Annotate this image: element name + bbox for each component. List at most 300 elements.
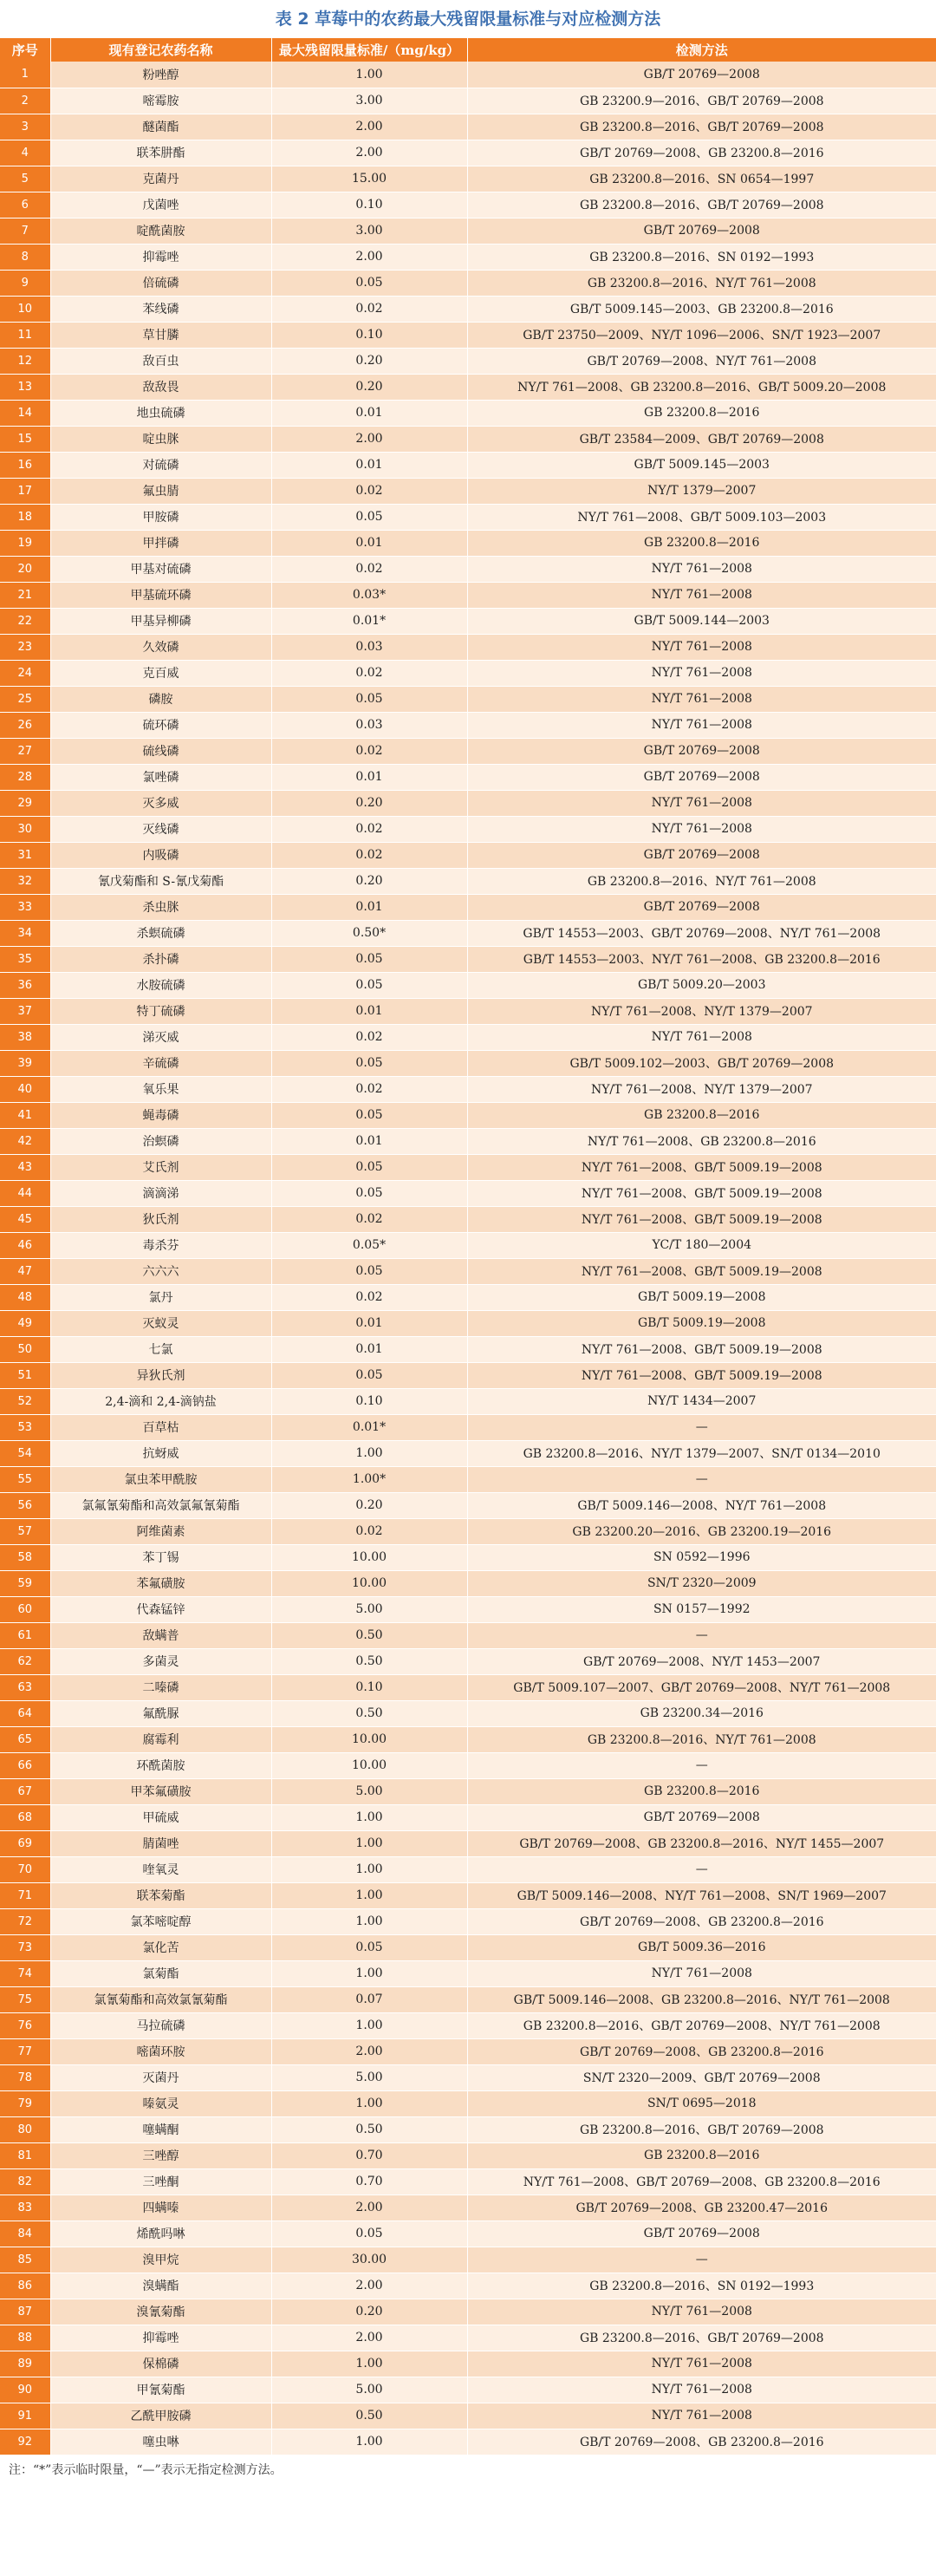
- cell-serial-number: 46: [0, 1232, 50, 1258]
- cell-serial-number: 49: [0, 1310, 50, 1336]
- cell-max-residue-limit: 0.05: [271, 1258, 467, 1284]
- cell-serial-number: 4: [0, 140, 50, 166]
- table-row: [0, 452, 936, 478]
- cell-detection-method: NY/T 761—2008、NY/T 1379—2007: [467, 998, 936, 1024]
- cell-detection-method: NY/T 761—2008: [467, 660, 936, 686]
- cell-serial-number: 81: [0, 2142, 50, 2168]
- cell-max-residue-limit: 0.02: [271, 1518, 467, 1544]
- cell-serial-number: 68: [0, 1804, 50, 1830]
- table-row: [0, 530, 936, 556]
- cell-serial-number: 63: [0, 1674, 50, 1700]
- cell-max-residue-limit: 1.00: [271, 1804, 467, 1830]
- cell-pesticide-name: 狄氏剂: [50, 1206, 271, 1232]
- cell-max-residue-limit: 0.05: [271, 1934, 467, 1960]
- table-header-row: [0, 38, 936, 62]
- table-row: [0, 738, 936, 764]
- cell-serial-number: 90: [0, 2377, 50, 2403]
- cell-serial-number: 5: [0, 166, 50, 192]
- cell-detection-method: NY/T 761—2008: [467, 712, 936, 738]
- cell-pesticide-name: 七氯: [50, 1336, 271, 1362]
- cell-detection-method: NY/T 761—2008: [467, 2351, 936, 2377]
- cell-detection-method: GB 23200.9—2016、GB/T 20769—2008: [467, 88, 936, 114]
- cell-detection-method: GB 23200.34—2016: [467, 1700, 936, 1726]
- cell-max-residue-limit: 0.50*: [271, 920, 467, 946]
- table-row: [0, 2116, 936, 2142]
- cell-pesticide-name: 硫环磷: [50, 712, 271, 738]
- table-row: [0, 2090, 936, 2116]
- cell-detection-method: GB/T 20769—2008: [467, 764, 936, 790]
- cell-max-residue-limit: 0.05: [271, 1102, 467, 1128]
- cell-pesticide-name: 甲基硫环磷: [50, 582, 271, 608]
- table-row: [0, 1492, 936, 1518]
- cell-max-residue-limit: 0.10: [271, 192, 467, 218]
- cell-serial-number: 30: [0, 816, 50, 842]
- cell-detection-method: NY/T 761—2008: [467, 686, 936, 712]
- cell-detection-method: GB 23200.8—2016、GB/T 20769—2008: [467, 2325, 936, 2351]
- cell-serial-number: 57: [0, 1518, 50, 1544]
- cell-max-residue-limit: 0.50: [271, 1648, 467, 1674]
- cell-serial-number: 43: [0, 1154, 50, 1180]
- cell-detection-method: —: [467, 1856, 936, 1882]
- cell-max-residue-limit: 1.00: [271, 2351, 467, 2377]
- cell-max-residue-limit: 5.00: [271, 1596, 467, 1622]
- table-title: 表 2 草莓中的农药最大残留限量标准与对应检测方法: [275, 10, 661, 29]
- table-row: [0, 946, 936, 972]
- cell-detection-method: NY/T 761—2008、GB 23200.8—2016、GB/T 5009.20—2008: [467, 374, 936, 400]
- cell-serial-number: 77: [0, 2038, 50, 2064]
- cell-max-residue-limit: 0.05: [271, 2221, 467, 2247]
- cell-detection-method: SN/T 2320—2009: [467, 1570, 936, 1596]
- cell-pesticide-name: 艾氏剂: [50, 1154, 271, 1180]
- cell-serial-number: 19: [0, 530, 50, 556]
- cell-detection-method: GB/T 20769—2008、GB 23200.8—2016: [467, 1908, 936, 1934]
- cell-pesticide-name: 腈菌唑: [50, 1830, 271, 1856]
- cell-detection-method: GB/T 20769—2008: [467, 218, 936, 244]
- cell-pesticide-name: 啶酰菌胺: [50, 218, 271, 244]
- table-row: [0, 1804, 936, 1830]
- cell-serial-number: 10: [0, 296, 50, 322]
- cell-detection-method: GB/T 5009.19—2008: [467, 1310, 936, 1336]
- cell-detection-method: NY/T 761—2008: [467, 1024, 936, 1050]
- cell-detection-method: GB/T 5009.19—2008: [467, 1284, 936, 1310]
- cell-detection-method: GB/T 5009.146—2008、GB 23200.8—2016、NY/T 761—2008: [467, 1986, 936, 2012]
- cell-max-residue-limit: 0.05: [271, 686, 467, 712]
- cell-pesticide-name: 氯氟氰菊酯和高效氯氟氰菊酯: [50, 1492, 271, 1518]
- cell-detection-method: GB/T 5009.146—2008、NY/T 761—2008、SN/T 1969—2007: [467, 1882, 936, 1908]
- cell-max-residue-limit: 1.00: [271, 2090, 467, 2116]
- cell-pesticide-name: 四螨嗪: [50, 2194, 271, 2221]
- table-row: [0, 2429, 936, 2455]
- table-row: [0, 218, 936, 244]
- cell-pesticide-name: 内吸磷: [50, 842, 271, 868]
- cell-serial-number: 21: [0, 582, 50, 608]
- cell-serial-number: 67: [0, 1778, 50, 1804]
- table-row: [0, 842, 936, 868]
- cell-serial-number: 79: [0, 2090, 50, 2116]
- cell-pesticide-name: 氯苯嘧啶醇: [50, 1908, 271, 1934]
- cell-pesticide-name: 溴氰菊酯: [50, 2299, 271, 2325]
- cell-max-residue-limit: 0.03: [271, 712, 467, 738]
- cell-detection-method: GB/T 5009.20—2003: [467, 972, 936, 998]
- table-row: [0, 1856, 936, 1882]
- cell-max-residue-limit: 0.02: [271, 556, 467, 582]
- cell-max-residue-limit: 0.20: [271, 790, 467, 816]
- cell-serial-number: 45: [0, 1206, 50, 1232]
- cell-pesticide-name: 甲胺磷: [50, 504, 271, 530]
- cell-pesticide-name: 嗪氨灵: [50, 2090, 271, 2116]
- cell-max-residue-limit: 5.00: [271, 2064, 467, 2090]
- table-row: [0, 1388, 936, 1414]
- table-row: [0, 1362, 936, 1388]
- cell-max-residue-limit: 0.02: [271, 816, 467, 842]
- cell-serial-number: 1: [0, 62, 50, 88]
- cell-max-residue-limit: 0.20: [271, 868, 467, 894]
- cell-serial-number: 3: [0, 114, 50, 140]
- table-row: [0, 2247, 936, 2273]
- cell-pesticide-name: 噻螨酮: [50, 2116, 271, 2142]
- cell-serial-number: 31: [0, 842, 50, 868]
- cell-detection-method: NY/T 761—2008: [467, 2377, 936, 2403]
- table-row: [0, 2273, 936, 2299]
- cell-max-residue-limit: 0.20: [271, 2299, 467, 2325]
- cell-pesticide-name: 克菌丹: [50, 166, 271, 192]
- cell-detection-method: GB/T 20769—2008: [467, 1804, 936, 1830]
- cell-max-residue-limit: 0.10: [271, 1674, 467, 1700]
- cell-pesticide-name: 氟酰脲: [50, 1700, 271, 1726]
- cell-detection-method: GB/T 5009.102—2003、GB/T 20769—2008: [467, 1050, 936, 1076]
- cell-serial-number: 55: [0, 1466, 50, 1492]
- table-footnote: 注：“*”表示临时限量，“—”表示无指定检测方法。: [9, 2462, 283, 2477]
- table-row: [0, 1570, 936, 1596]
- table-row: [0, 1778, 936, 1804]
- table-row: [0, 1830, 936, 1856]
- cell-detection-method: GB 23200.8—2016、GB/T 20769—2008: [467, 2116, 936, 2142]
- table-row: [0, 192, 936, 218]
- cell-max-residue-limit: 0.50: [271, 2403, 467, 2429]
- table-row: [0, 2221, 936, 2247]
- cell-pesticide-name: 联苯肼酯: [50, 140, 271, 166]
- table-row: [0, 1050, 936, 1076]
- header-max-residue-limit: 最大残留限量标准/（mg/kg）: [271, 38, 467, 62]
- cell-detection-method: GB/T 5009.145—2003、GB 23200.8—2016: [467, 296, 936, 322]
- cell-pesticide-name: 六六六: [50, 1258, 271, 1284]
- table-row: [0, 1284, 936, 1310]
- cell-serial-number: 87: [0, 2299, 50, 2325]
- cell-pesticide-name: 甲氰菊酯: [50, 2377, 271, 2403]
- cell-pesticide-name: 百草枯: [50, 1414, 271, 1440]
- cell-serial-number: 59: [0, 1570, 50, 1596]
- cell-max-residue-limit: 30.00: [271, 2247, 467, 2273]
- cell-max-residue-limit: 0.01: [271, 1336, 467, 1362]
- cell-max-residue-limit: 0.01: [271, 764, 467, 790]
- table-row: [0, 660, 936, 686]
- cell-detection-method: GB/T 23750—2009、NY/T 1096—2006、SN/T 1923—2007: [467, 322, 936, 348]
- table-row: [0, 348, 936, 374]
- cell-max-residue-limit: 0.01: [271, 998, 467, 1024]
- cell-detection-method: NY/T 761—2008、GB 23200.8—2016: [467, 1128, 936, 1154]
- cell-serial-number: 39: [0, 1050, 50, 1076]
- cell-pesticide-name: 敌螨普: [50, 1622, 271, 1648]
- cell-pesticide-name: 烯酰吗啉: [50, 2221, 271, 2247]
- cell-pesticide-name: 滴滴涕: [50, 1180, 271, 1206]
- cell-pesticide-name: 环酰菌胺: [50, 1752, 271, 1778]
- table-row: [0, 400, 936, 426]
- cell-serial-number: 91: [0, 2403, 50, 2429]
- cell-pesticide-name: 灭蚁灵: [50, 1310, 271, 1336]
- cell-detection-method: GB 23200.8—2016: [467, 530, 936, 556]
- cell-detection-method: GB 23200.8—2016、GB/T 20769—2008: [467, 192, 936, 218]
- cell-max-residue-limit: 10.00: [271, 1544, 467, 1570]
- cell-serial-number: 85: [0, 2247, 50, 2273]
- cell-max-residue-limit: 5.00: [271, 1778, 467, 1804]
- cell-max-residue-limit: 0.01*: [271, 608, 467, 634]
- cell-max-residue-limit: 0.03*: [271, 582, 467, 608]
- cell-max-residue-limit: 15.00: [271, 166, 467, 192]
- table-row: [0, 2168, 936, 2194]
- cell-serial-number: 65: [0, 1726, 50, 1752]
- cell-pesticide-name: 特丁硫磷: [50, 998, 271, 1024]
- cell-serial-number: 17: [0, 478, 50, 504]
- cell-max-residue-limit: 1.00: [271, 1882, 467, 1908]
- cell-pesticide-name: 磷胺: [50, 686, 271, 712]
- table-row: [0, 166, 936, 192]
- table-row: [0, 1440, 936, 1466]
- cell-max-residue-limit: 0.01: [271, 1128, 467, 1154]
- cell-serial-number: 14: [0, 400, 50, 426]
- cell-max-residue-limit: 0.07: [271, 1986, 467, 2012]
- cell-pesticide-name: 灭多威: [50, 790, 271, 816]
- cell-detection-method: GB/T 20769—2008、GB 23200.8—2016: [467, 2038, 936, 2064]
- cell-pesticide-name: 克百威: [50, 660, 271, 686]
- cell-pesticide-name: 涕灭威: [50, 1024, 271, 1050]
- table-row: [0, 2351, 936, 2377]
- cell-serial-number: 61: [0, 1622, 50, 1648]
- cell-detection-method: —: [467, 1466, 936, 1492]
- table-row: [0, 1336, 936, 1362]
- cell-pesticide-name: 氯丹: [50, 1284, 271, 1310]
- cell-max-residue-limit: 1.00: [271, 1830, 467, 1856]
- cell-max-residue-limit: 0.05: [271, 946, 467, 972]
- cell-serial-number: 12: [0, 348, 50, 374]
- cell-detection-method: —: [467, 1414, 936, 1440]
- cell-detection-method: GB/T 20769—2008、GB 23200.47—2016: [467, 2194, 936, 2221]
- cell-max-residue-limit: 2.00: [271, 2273, 467, 2299]
- cell-serial-number: 47: [0, 1258, 50, 1284]
- cell-pesticide-name: 甲基异柳磷: [50, 608, 271, 634]
- cell-serial-number: 80: [0, 2116, 50, 2142]
- residue-limit-table: [0, 38, 936, 2455]
- cell-pesticide-name: 氯唑磷: [50, 764, 271, 790]
- table-row: [0, 62, 936, 88]
- cell-serial-number: 66: [0, 1752, 50, 1778]
- cell-serial-number: 41: [0, 1102, 50, 1128]
- table-row: [0, 582, 936, 608]
- table-row: [0, 1986, 936, 2012]
- cell-detection-method: NY/T 1434—2007: [467, 1388, 936, 1414]
- cell-detection-method: GB 23200.8—2016: [467, 1778, 936, 1804]
- cell-pesticide-name: 噻虫啉: [50, 2429, 271, 2455]
- cell-pesticide-name: 倍硫磷: [50, 270, 271, 296]
- cell-detection-method: NY/T 761—2008、GB/T 5009.19—2008: [467, 1258, 936, 1284]
- cell-pesticide-name: 溴螨酯: [50, 2273, 271, 2299]
- cell-pesticide-name: 硫线磷: [50, 738, 271, 764]
- cell-pesticide-name: 氯氰菊酯和高效氯氰菊酯: [50, 1986, 271, 2012]
- cell-max-residue-limit: 1.00*: [271, 1466, 467, 1492]
- cell-detection-method: NY/T 761—2008、GB/T 5009.19—2008: [467, 1362, 936, 1388]
- cell-serial-number: 73: [0, 1934, 50, 1960]
- cell-max-residue-limit: 0.01: [271, 452, 467, 478]
- table-row: [0, 1622, 936, 1648]
- table-row: [0, 2064, 936, 2090]
- table-row: [0, 374, 936, 400]
- cell-serial-number: 58: [0, 1544, 50, 1570]
- cell-pesticide-name: 联苯菊酯: [50, 1882, 271, 1908]
- cell-serial-number: 35: [0, 946, 50, 972]
- cell-pesticide-name: 代森锰锌: [50, 1596, 271, 1622]
- table-row: [0, 478, 936, 504]
- cell-pesticide-name: 抑霉唑: [50, 2325, 271, 2351]
- cell-max-residue-limit: 10.00: [271, 1570, 467, 1596]
- cell-pesticide-name: 氧乐果: [50, 1076, 271, 1102]
- cell-max-residue-limit: 0.02: [271, 1076, 467, 1102]
- cell-serial-number: 36: [0, 972, 50, 998]
- cell-serial-number: 23: [0, 634, 50, 660]
- table-row: [0, 140, 936, 166]
- cell-pesticide-name: 甲基对硫磷: [50, 556, 271, 582]
- cell-detection-method: GB 23200.8—2016、SN 0654—1997: [467, 166, 936, 192]
- cell-pesticide-name: 水胺硫磷: [50, 972, 271, 998]
- table-row: [0, 2377, 936, 2403]
- table-row: [0, 2012, 936, 2038]
- cell-pesticide-name: 苯氟磺胺: [50, 1570, 271, 1596]
- table-row: [0, 1206, 936, 1232]
- cell-max-residue-limit: 0.05: [271, 270, 467, 296]
- cell-detection-method: GB 23200.8—2016、NY/T 761—2008: [467, 270, 936, 296]
- cell-serial-number: 56: [0, 1492, 50, 1518]
- cell-detection-method: NY/T 761—2008、NY/T 1379—2007: [467, 1076, 936, 1102]
- cell-max-residue-limit: 0.01: [271, 894, 467, 920]
- cell-pesticide-name: 溴甲烷: [50, 2247, 271, 2273]
- table-row: [0, 1934, 936, 1960]
- table-row: [0, 1752, 936, 1778]
- table-body: [0, 62, 936, 2455]
- cell-pesticide-name: 三唑酮: [50, 2168, 271, 2194]
- table-row: [0, 556, 936, 582]
- cell-max-residue-limit: 0.01: [271, 1310, 467, 1336]
- cell-pesticide-name: 甲硫威: [50, 1804, 271, 1830]
- cell-serial-number: 64: [0, 1700, 50, 1726]
- cell-max-residue-limit: 0.10: [271, 1388, 467, 1414]
- cell-detection-method: NY/T 1379—2007: [467, 478, 936, 504]
- cell-max-residue-limit: 1.00: [271, 2429, 467, 2455]
- cell-max-residue-limit: 1.00: [271, 2012, 467, 2038]
- table-row: [0, 114, 936, 140]
- cell-max-residue-limit: 3.00: [271, 218, 467, 244]
- cell-serial-number: 69: [0, 1830, 50, 1856]
- cell-pesticide-name: 喹氧灵: [50, 1856, 271, 1882]
- table-row: [0, 1128, 936, 1154]
- cell-serial-number: 88: [0, 2325, 50, 2351]
- cell-pesticide-name: 阿维菌素: [50, 1518, 271, 1544]
- cell-max-residue-limit: 0.02: [271, 660, 467, 686]
- cell-serial-number: 60: [0, 1596, 50, 1622]
- cell-serial-number: 22: [0, 608, 50, 634]
- cell-max-residue-limit: 0.50: [271, 1622, 467, 1648]
- cell-pesticide-name: 氯化苦: [50, 1934, 271, 1960]
- table-row: [0, 322, 936, 348]
- cell-detection-method: NY/T 761—2008: [467, 1960, 936, 1986]
- table-row: [0, 1180, 936, 1206]
- cell-max-residue-limit: 0.70: [271, 2142, 467, 2168]
- cell-detection-method: NY/T 761—2008、GB/T 5009.19—2008: [467, 1206, 936, 1232]
- cell-serial-number: 11: [0, 322, 50, 348]
- cell-max-residue-limit: 0.70: [271, 2168, 467, 2194]
- cell-max-residue-limit: 2.00: [271, 2038, 467, 2064]
- cell-max-residue-limit: 0.05: [271, 504, 467, 530]
- cell-detection-method: YC/T 180—2004: [467, 1232, 936, 1258]
- cell-detection-method: SN/T 0695—2018: [467, 2090, 936, 2116]
- cell-detection-method: SN 0592—1996: [467, 1544, 936, 1570]
- table-row: [0, 244, 936, 270]
- cell-detection-method: GB/T 20769—2008、NY/T 1453—2007: [467, 1648, 936, 1674]
- cell-serial-number: 48: [0, 1284, 50, 1310]
- cell-detection-method: NY/T 761—2008、GB/T 5009.19—2008: [467, 1336, 936, 1362]
- cell-pesticide-name: 辛硫磷: [50, 1050, 271, 1076]
- table-row: [0, 1024, 936, 1050]
- cell-serial-number: 83: [0, 2194, 50, 2221]
- cell-serial-number: 51: [0, 1362, 50, 1388]
- cell-serial-number: 38: [0, 1024, 50, 1050]
- cell-pesticide-name: 2,4-滴和 2,4-滴钠盐: [50, 1388, 271, 1414]
- table-row: [0, 2299, 936, 2325]
- cell-pesticide-name: 杀虫脒: [50, 894, 271, 920]
- cell-pesticide-name: 杀螟硫磷: [50, 920, 271, 946]
- table-row: [0, 686, 936, 712]
- cell-max-residue-limit: 0.05: [271, 1180, 467, 1206]
- cell-max-residue-limit: 2.00: [271, 426, 467, 452]
- cell-max-residue-limit: 0.02: [271, 478, 467, 504]
- cell-detection-method: NY/T 761—2008、GB/T 5009.19—2008: [467, 1154, 936, 1180]
- cell-max-residue-limit: 0.01: [271, 400, 467, 426]
- cell-detection-method: GB/T 14553—2003、GB/T 20769—2008、NY/T 761—2008: [467, 920, 936, 946]
- cell-detection-method: GB 23200.8—2016、SN 0192—1993: [467, 2273, 936, 2299]
- cell-serial-number: 20: [0, 556, 50, 582]
- cell-max-residue-limit: 0.02: [271, 1284, 467, 1310]
- table-row: [0, 712, 936, 738]
- cell-pesticide-name: 杀扑磷: [50, 946, 271, 972]
- cell-pesticide-name: 乙酰甲胺磷: [50, 2403, 271, 2429]
- cell-max-residue-limit: 0.10: [271, 322, 467, 348]
- cell-pesticide-name: 氟虫腈: [50, 478, 271, 504]
- table-row: [0, 764, 936, 790]
- cell-max-residue-limit: 1.00: [271, 1440, 467, 1466]
- cell-detection-method: GB/T 20769—2008、NY/T 761—2008: [467, 348, 936, 374]
- table-row: [0, 2194, 936, 2221]
- cell-max-residue-limit: 1.00: [271, 1908, 467, 1934]
- table-row: [0, 2142, 936, 2168]
- cell-max-residue-limit: 1.00: [271, 1960, 467, 1986]
- cell-max-residue-limit: 0.05*: [271, 1232, 467, 1258]
- cell-serial-number: 29: [0, 790, 50, 816]
- cell-detection-method: GB 23200.8—2016、GB/T 20769—2008: [467, 114, 936, 140]
- table-row: [0, 1076, 936, 1102]
- cell-serial-number: 53: [0, 1414, 50, 1440]
- cell-max-residue-limit: 0.05: [271, 1050, 467, 1076]
- cell-detection-method: —: [467, 1622, 936, 1648]
- cell-detection-method: SN/T 2320—2009、GB/T 20769—2008: [467, 2064, 936, 2090]
- cell-max-residue-limit: 0.02: [271, 296, 467, 322]
- table-row: [0, 1596, 936, 1622]
